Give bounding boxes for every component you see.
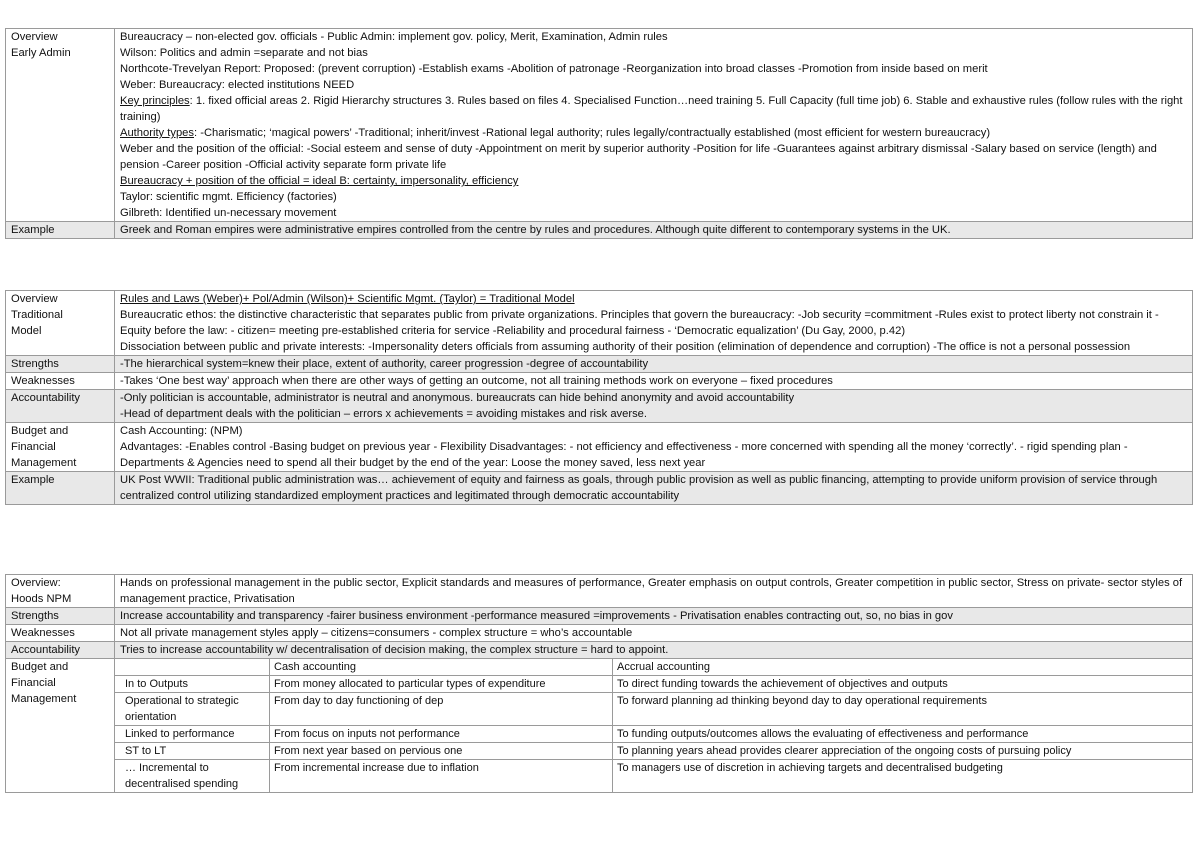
table-row <box>115 693 1192 726</box>
cash-cell: From day to day functioning of dep <box>270 693 613 726</box>
budget-label: Budget and Financial Management <box>6 423 115 472</box>
accounting-comparison-table <box>115 659 1192 792</box>
table-row <box>115 676 1192 693</box>
overview-early-admin-label: Overview Early Admin <box>6 29 115 222</box>
key-principles-text: : 1. fixed official areas 2. Rigid Hierarchy structures 3. Rules based on files 4. Specialised Function…need training 5. Full Capacity (full time job) 6. Stable and exhaustive rules (follow rules with the right training) <box>120 95 1183 123</box>
header-accrual-accounting: Accrual accounting <box>613 659 1193 676</box>
cash-cell: From incremental increase due to inflation <box>270 760 613 793</box>
wilson-line: Wilson: Politics and admin =separate and not bias <box>120 47 368 59</box>
example-label: Example <box>6 472 115 505</box>
overview-npm-label: Overview: Hoods NPM <box>6 575 115 608</box>
authority-types-text: : -Charismatic; ‘magical powers’ -Traditional; inherit/invest -Rational legal authority; rules legally/contractually established (most efficient for western bureaucracy) <box>194 127 991 139</box>
cash-accounting-line: Cash Accounting: (NPM) <box>120 425 243 437</box>
header-cash-accounting: Cash accounting <box>270 659 613 676</box>
strengths-text: -The hierarchical system=knew their place, extent of authority, career progression -degree of accountability <box>115 356 1193 373</box>
ideal-bureaucracy-line: Bureaucracy + position of the official = ideal B: certainty, impersonality, efficiency <box>120 175 519 187</box>
weber-position-line: Weber and the position of the official: -Social esteem and sense of duty -Appointment on merit by superior authority -Position for life -Guarantees against arbitrary dismissal -Salary based on service (length) and pension -Career position -Official activity separate form private life <box>120 143 1157 171</box>
advantages-line: Advantages: -Enables control -Basing budget on previous year - Flexibility Disadvantages: - not efficiency and effectiveness - more concerned with spending all the money ‘correctly’. - rigid spending plan -Departments & Agencies need to spend all their budget by the end of the year: Loose the money saved, less next year <box>120 441 1128 469</box>
weaknesses-text: -Takes ‘One best way’ approach when there are other ways of getting an outcome, not all training methods work on everyone – fixed procedures <box>115 373 1193 390</box>
row-label: Operational to strategic orientation <box>115 693 270 726</box>
example-label: Example <box>6 222 115 239</box>
dissociation-line: Dissociation between public and private interests: -Impersonality deters officials from assuming authority of their position (elimination of dependence and corruption) -The office is not a personal possession <box>120 341 1131 353</box>
accrual-cell: To funding outputs/outcomes allows the evaluating of effectiveness and performance <box>613 726 1193 743</box>
budget-label: Budget and Financial Management <box>6 659 115 793</box>
accountability-label: Accountability <box>6 642 115 659</box>
weber-line: Weber: Bureaucracy: elected institutions NEED <box>120 79 355 91</box>
accrual-cell: To managers use of discretion in achieving targets and decentralised budgeting <box>613 760 1193 793</box>
accrual-cell: To forward planning ad thinking beyond day to day operational requirements <box>613 693 1193 726</box>
row-label: … Incremental to decentralised spending <box>115 760 270 793</box>
taylor-line: Taylor: scientific mgmt. Efficiency (factories) <box>120 191 337 203</box>
example-text: Greek and Roman empires were administrative empires controlled from the centre by rules and procedures. Although quite different to contemporary systems in the UK. <box>115 222 1193 239</box>
gilbreth-line: Gilbreth: Identified un-necessary movement <box>120 207 337 219</box>
cash-cell: From next year based on pervious one <box>270 743 613 760</box>
budget-comparison-cell <box>115 659 1193 793</box>
accountability-text: Tries to increase accountability w/ decentralisation of decision making, the complex structure = hard to appoint. <box>115 642 1193 659</box>
traditional-model-heading: Rules and Laws (Weber)+ Pol/Admin (Wilson)+ Scientific Mgmt. (Taylor) = Traditional Model <box>120 293 575 305</box>
key-principles <box>120 93 1187 125</box>
early-admin-content <box>115 29 1193 222</box>
accountability-label: Accountability <box>6 390 115 423</box>
overview-traditional-label: Overview Traditional Model <box>6 291 115 356</box>
early-admin-table <box>5 28 1193 239</box>
cash-cell: From focus on inputs not performance <box>270 726 613 743</box>
strengths-label: Strengths <box>6 608 115 625</box>
cash-cell: From money allocated to particular types of expenditure <box>270 676 613 693</box>
bureaucratic-ethos: Bureaucratic ethos: the distinctive characteristic that separates public from private organizations. Principles that govern the bureaucracy: -Job security =commitment -Rules exist to protect liberty not constrain it -Equity before the law: - citizen= meeting pre-established criteria for service -Reliability and procedural fairness - ‘Democratic equalization’ (Du Gay, 2000, p.42) <box>120 309 1159 337</box>
bureaucracy-line: Bureaucracy – non-elected gov. officials - Public Admin: implement gov. policy, Merit, Examination, Admin rules <box>120 31 668 43</box>
table-row <box>115 743 1192 760</box>
npm-overview-text: Hands on professional management in the public sector, Explicit standards and measures of performance, Greater emphasis on output controls, Greater competition in public sector, Stress on private- sector styles of management practice, Privatisation <box>115 575 1193 608</box>
authority-types <box>120 125 1187 141</box>
key-principles-heading: Key principles <box>120 95 190 107</box>
traditional-content <box>115 291 1193 356</box>
weaknesses-text: Not all private management styles apply – citizens=consumers - complex structure = who’s accountable <box>115 625 1193 642</box>
accountability-text <box>115 390 1193 423</box>
accountability-line-2: -Head of department deals with the politician – errors x achievements = avoiding mistakes and risk averse. <box>120 408 648 420</box>
accrual-cell: To direct funding towards the achievement of objectives and outputs <box>613 676 1193 693</box>
example-text: UK Post WWII: Traditional public administration was… achievement of equity and fairness as goals, through public provision as well as public financing, attempting to provide uniform provision of service through centralized control utilizing standardized employment practices and legitimated through democratic accountability <box>115 472 1193 505</box>
accrual-cell: To planning years ahead provides clearer appreciation of the ongoing costs of pursuing policy <box>613 743 1193 760</box>
table-row <box>115 760 1192 793</box>
row-label: Linked to performance <box>115 726 270 743</box>
accountability-line-1: -Only politician is accountable, administrator is neutral and anonymous. bureaucrats can hide behind anonymity and avoid accountability <box>120 392 795 404</box>
authority-types-heading: Authority types <box>120 127 194 139</box>
weaknesses-label: Weaknesses <box>6 373 115 390</box>
row-label: ST to LT <box>115 743 270 760</box>
comparison-header-row <box>115 659 1192 676</box>
row-label: In to Outputs <box>115 676 270 693</box>
budget-text <box>115 423 1193 472</box>
northcote-line: Northcote-Trevelyan Report: Proposed: (prevent corruption) -Establish exams -Abolition of patronage -Reorganization into broad classes -Promotion from inside based on merit <box>120 63 988 75</box>
strengths-label: Strengths <box>6 356 115 373</box>
hoods-npm-table <box>5 574 1193 793</box>
table-row <box>115 726 1192 743</box>
weaknesses-label: Weaknesses <box>6 625 115 642</box>
traditional-model-table <box>5 290 1193 505</box>
header-blank <box>115 659 270 676</box>
strengths-text: Increase accountability and transparency -fairer business environment -performance measured =improvements - Privatisation enables contracting out, so, no bias in gov <box>115 608 1193 625</box>
